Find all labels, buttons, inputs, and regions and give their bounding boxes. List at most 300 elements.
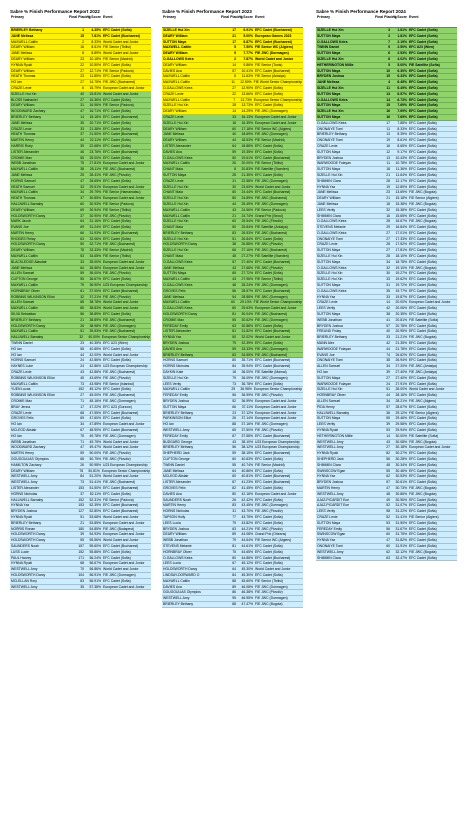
cell-primary: HYNNA Yaz xyxy=(163,335,182,340)
cell-placing: 65 xyxy=(232,427,236,432)
cell-event: EFC Cadet (Sofia) xyxy=(103,578,131,583)
cell-event: FIE Senior (Algiers) xyxy=(409,410,439,415)
cell-placing: 58 xyxy=(386,509,390,514)
cell-primary: EVANS Joe xyxy=(11,225,29,230)
cell-score: 33.33% xyxy=(89,248,101,253)
cell-event: EFC Cadet (Sofia) xyxy=(103,120,131,125)
cell-score: 54.93% xyxy=(89,532,101,537)
cell-placing: 67 xyxy=(80,427,84,432)
cell-placing: 11 xyxy=(231,80,235,85)
cell-score: 6.87% xyxy=(243,39,253,44)
cell-score: 23.76% xyxy=(89,149,101,154)
cell-event: World Cadet and Junior xyxy=(255,184,291,189)
cell-placing: 64 xyxy=(232,567,236,572)
cell-placing: 23 xyxy=(80,341,84,346)
cell-score: 10.43% xyxy=(395,155,407,160)
cell-placing: 51 xyxy=(80,514,84,519)
cell-placing: 43 xyxy=(232,439,236,444)
cell-primary: O-GALLOWS Keira xyxy=(317,265,347,270)
cell-primary: WESTWELL Amy xyxy=(11,474,38,479)
cell-score: 19.87% xyxy=(395,294,407,299)
cell-placing: 34 xyxy=(386,364,390,369)
cell-score: 31.41% xyxy=(395,514,407,519)
cell-placing: 9 xyxy=(234,51,236,56)
cell-placing: 64 xyxy=(80,219,84,224)
cell-primary: JANE Melissa xyxy=(11,51,33,56)
cell-score: 45.12% xyxy=(89,387,101,392)
cell-event: FIE JWC (Plovdiv) xyxy=(103,294,131,299)
cell-primary: MCLEOD Alistair xyxy=(163,474,189,479)
cell-primary: BRYDEN Joshua xyxy=(163,399,189,403)
cell-placing: 16 xyxy=(232,120,236,125)
cell-score: 20.95% xyxy=(395,329,407,334)
cell-primary: LEES Verity xyxy=(317,509,336,514)
cell-score: 36.78% xyxy=(241,381,253,386)
cell-primary: MAXWELL Caitlin xyxy=(163,45,192,50)
cell-primary: HYNNA Ryuki xyxy=(317,427,339,432)
cell-score: 18.18% xyxy=(89,114,101,119)
cell-event: U23 European Championship xyxy=(103,462,148,467)
cell-event: EFC Cadet (Sofia) xyxy=(409,346,437,351)
cell-score: 27.40% xyxy=(395,375,407,380)
cell-event: EFC Cadet (Bucharest) xyxy=(255,28,292,32)
cell-placing: 23 xyxy=(232,410,236,415)
cell-primary: HEATH Thomas xyxy=(11,74,36,79)
cell-event: EFC Cadet (Sofia) xyxy=(409,74,438,79)
cell-placing: 61 xyxy=(80,288,84,293)
cell-primary: SIZELLE Hui Xin xyxy=(163,248,189,253)
cell-score: 17.52% xyxy=(395,242,407,247)
cell-placing: 153 xyxy=(78,485,84,490)
cell-primary: SIZELLE Hui Xin xyxy=(317,109,344,114)
cell-event: European Cadet and Junior xyxy=(409,445,451,450)
cell-placing: 57 xyxy=(386,404,390,409)
cell-primary: MAXWELL Caitlin xyxy=(163,161,190,166)
cell-score: 18.10% xyxy=(395,254,407,259)
cell-score: 43.75% xyxy=(241,514,253,519)
cell-event: EFC Cadet (Bucharest) xyxy=(255,329,291,334)
cell-placing: 27 xyxy=(80,97,84,102)
cell-placing: 32 xyxy=(386,207,390,212)
cell-score: 42.42% xyxy=(241,497,253,502)
cell-event: EFC Cadet (Sofia) xyxy=(409,28,438,32)
cell-primary: SIZELLE Hui Xin xyxy=(317,28,344,32)
cell-score: 15.38% xyxy=(395,207,407,212)
cell-placing: 68 xyxy=(80,456,84,461)
cell-primary: SUTTON Maya xyxy=(317,167,341,172)
cell-score: 28.41% xyxy=(89,172,101,177)
cell-placing: 64 xyxy=(80,265,84,270)
cell-score: 50.00% xyxy=(89,451,101,456)
cell-event: FIE JWC (Plovdiv) xyxy=(103,456,131,461)
cell-placing: 57 xyxy=(386,480,390,485)
cell-primary: WESTWELL Amy xyxy=(11,584,38,589)
cell-primary: SIZELLE Hui Xin xyxy=(317,254,343,259)
cell-event: FIE Senior (Tbilisi) xyxy=(255,277,283,282)
cell-score: 30.93% xyxy=(89,201,101,206)
cell-score: 6.30% xyxy=(397,68,407,73)
cell-primary: MARTIN Henry xyxy=(11,451,34,456)
cell-placing: 60 xyxy=(386,543,390,548)
cell-placing: 66 xyxy=(80,230,84,235)
cell-placing: 37 xyxy=(80,491,84,496)
cell-primary: HYNNA Ryuki xyxy=(317,451,339,456)
cell-primary: SIZELLE Hui Xin xyxy=(163,28,190,32)
cell-placing: 32 xyxy=(79,335,84,340)
cell-event: FIE JWC (Dormagen) xyxy=(103,572,136,577)
cell-score: 56.91% xyxy=(89,572,101,577)
cell-event: EFC Cadet (Bucharest) xyxy=(255,480,291,485)
cell-primary: HYNNA Yaz xyxy=(317,474,336,479)
cell-event: EFC Cadet (Sofia) xyxy=(409,39,438,44)
cell-primary: DEARY William xyxy=(163,126,187,131)
cell-event: EFC Cadet (Sofia) xyxy=(103,416,131,421)
cell-event: FIE JWC (Bucharest) xyxy=(103,329,136,334)
cell-event: EFC Cadet (Sofia) xyxy=(103,358,131,363)
cell-placing: 34 xyxy=(386,259,390,264)
cell-event: U23 European Championship xyxy=(255,445,300,450)
cell-placing: 42 xyxy=(386,341,390,346)
cell-primary: WESTWELL Amy xyxy=(163,427,190,432)
cell-primary: BRYDEN Joshua xyxy=(11,509,37,514)
header-primary: Primary xyxy=(11,15,25,19)
cell-score: 21.50% xyxy=(89,132,101,137)
cell-score: 5.00% xyxy=(397,62,407,67)
cell-primary: MAXWELL Caitlin xyxy=(163,387,190,392)
cell-score: 29.13% xyxy=(240,300,252,305)
cell-event: EFC Cadet (Sofia) xyxy=(409,520,437,525)
cell-primary: HO Ian xyxy=(317,370,328,375)
cell-score: 21.38% xyxy=(89,126,101,131)
cell-placing: 27 xyxy=(80,80,84,85)
cell-event: World Cadet and Junior xyxy=(255,56,294,61)
cell-primary: GOUGOULIAS Olympios xyxy=(163,590,201,595)
cell-placing: 60 xyxy=(231,300,235,305)
cell-primary: AJAZ-PICARDIT Ece xyxy=(317,497,349,502)
cell-primary: TWINN Daniel xyxy=(163,462,185,467)
header-event: Event xyxy=(409,15,419,19)
cell-primary: JANE Melissa xyxy=(11,33,34,38)
cell-event: EFC Cadet (Sofia) xyxy=(103,97,131,102)
cell-event: EFC Cadet (Sofia) xyxy=(409,509,437,514)
cell-placing: 10 xyxy=(386,68,390,73)
cell-placing: 43 xyxy=(232,207,236,212)
cell-primary: HEATH Samuel xyxy=(11,184,35,189)
cell-event: EFC Cadet (Sofia) xyxy=(409,462,437,467)
cell-score: 42.86% xyxy=(89,358,101,363)
cell-placing: 50 xyxy=(232,225,236,230)
cell-score: 31.91% xyxy=(395,543,407,548)
cell-placing: 40 xyxy=(232,132,236,137)
cell-placing: 84 xyxy=(80,474,84,479)
cell-placing: 73 xyxy=(232,381,236,386)
cell-score: 38.15% xyxy=(241,451,253,456)
cell-primary: HALLIWELL Barnaby xyxy=(11,497,44,502)
cell-event: EFC Cadet (Sofia) xyxy=(409,213,437,218)
cell-event: EFC Cadet (Sofia) xyxy=(409,103,438,108)
cell-placing: 21 xyxy=(386,196,390,201)
cell-placing: 28 xyxy=(386,242,390,247)
cell-event: EFC Cadet (Sofia) xyxy=(409,277,437,282)
cell-primary: HAMILTON Zachary xyxy=(11,462,42,467)
table-row[interactable] xyxy=(10,585,151,591)
cell-event: European Cadet and Junior xyxy=(103,532,145,537)
cell-score: 28.24% xyxy=(241,283,253,288)
cell-primary: LEES Verity xyxy=(317,306,336,311)
cell-placing: 21 xyxy=(232,178,236,183)
cell-event: EFC Cadet (Bucharest) xyxy=(103,230,139,235)
cell-event: EFC Cadet (Sofia) xyxy=(409,468,437,473)
cell-placing: 86 xyxy=(232,590,236,595)
cell-placing: 65 xyxy=(232,271,236,276)
cell-placing: 57 xyxy=(386,323,390,328)
cell-placing: 11 xyxy=(386,126,390,131)
cell-score: 18.53% xyxy=(241,138,253,143)
cell-primary: WEBB Jonathan xyxy=(163,538,188,543)
cell-score: 21.35% xyxy=(395,341,407,346)
cell-primary: MAXWELL Caitlin xyxy=(11,283,38,288)
cell-event: EFC Cadet (Sofia) xyxy=(409,532,437,537)
cell-primary: DEARY William xyxy=(163,51,188,56)
cell-primary: WOODWARD Zachary xyxy=(11,445,46,450)
cell-placing: 23 xyxy=(386,190,390,195)
cell-score: 40.81% xyxy=(241,474,253,479)
cell-primary: MARK Jacob xyxy=(11,219,31,224)
cell-placing: 46 xyxy=(80,149,84,154)
cell-primary: BRYDEN Joshua xyxy=(317,74,345,79)
cell-primary: DAVIES Ava xyxy=(163,491,182,496)
cell-placing: 14 xyxy=(386,433,390,438)
cell-score: 36.99% xyxy=(241,399,253,403)
cell-score: 31.24% xyxy=(89,225,101,230)
cell-placing: 59 xyxy=(232,149,236,154)
cell-score: 30.53% xyxy=(395,474,407,479)
cell-score: 2.53% xyxy=(397,51,407,56)
cell-event: EFC Cadet (Sofia) xyxy=(409,456,437,461)
cell-score: 32.71% xyxy=(89,242,101,247)
cell-primary: HALLIWELL Barnaby xyxy=(317,410,350,415)
cell-event: EFC Cadet (Sofia) xyxy=(409,132,437,137)
cell-score: 6.49% xyxy=(397,85,407,90)
cell-primary: CHANT Maia xyxy=(163,225,183,230)
cell-score: 8.61% xyxy=(397,138,407,143)
cell-primary: MAXWELL Caitlin xyxy=(163,97,190,102)
cell-primary: DEARY William xyxy=(317,196,341,201)
cell-primary: DEARY William xyxy=(163,532,187,537)
cell-event: EFC Cadet (Sofia) xyxy=(255,323,283,328)
cell-placing: 27 xyxy=(232,85,236,90)
cell-event: FIE JWC (Dormagen) xyxy=(255,503,288,508)
cell-primary: SHIMMIN Clara xyxy=(317,462,341,467)
cell-primary: BRIERLEY Bethany xyxy=(163,601,194,606)
cell-placing: 32 xyxy=(80,294,84,299)
cell-placing: 39 xyxy=(386,370,390,375)
cell-primary: O-GALLOWS Keira xyxy=(317,288,347,293)
cell-event: FIE JWC (Bucharest) xyxy=(103,370,136,375)
cell-placing: 89 xyxy=(232,532,236,537)
cell-placing: 55 xyxy=(386,468,390,473)
cell-event: EFC Cadet (Sofia) xyxy=(409,422,437,427)
cell-event: EFC Cadet (Sofia) xyxy=(409,97,438,102)
cell-event: FIE Satellite (Sofia) xyxy=(409,62,440,67)
cell-score: 12.17% xyxy=(395,178,407,183)
cell-primary: MARTIN Henry xyxy=(11,138,34,143)
cell-event: Grand Prix (Orleans) xyxy=(255,532,287,537)
cell-score: 37.12% xyxy=(241,410,253,415)
cell-event: Grand Prix (Seoul) xyxy=(255,213,284,218)
cell-score: 30.27% xyxy=(395,451,407,456)
cell-score: 31.50% xyxy=(395,520,407,525)
cell-placing: 85 xyxy=(80,306,84,311)
cell-score: 20.83% xyxy=(241,167,253,172)
cell-primary: JANE Melissa xyxy=(11,265,33,270)
cell-event: FIE JWC (Dormagen) xyxy=(255,132,288,137)
cell-primary: CRAZE Lexie xyxy=(11,410,32,415)
cell-primary: MAXWELL Caitlin xyxy=(11,329,38,334)
cell-primary: TAPSON Holly xyxy=(163,514,186,519)
cell-placing: 23 xyxy=(80,74,84,79)
cell-primary: WEBB Jonathan xyxy=(317,317,342,322)
cell-event: FIE JWC (Dormagen) xyxy=(255,294,288,299)
cell-score: 15.38% xyxy=(395,201,407,206)
cell-event: EFC Cadet (Bucharest) xyxy=(103,543,139,548)
cell-score: 37.11% xyxy=(241,404,253,409)
cell-primary: SWINSCOW Egan xyxy=(317,468,346,473)
cell-score: 55.86% xyxy=(89,549,101,554)
cell-event: EFC Cadet (Sofia) xyxy=(409,120,437,125)
cell-score: 30.00% xyxy=(395,433,407,438)
cell-event: EFC Cadet (Sofia) xyxy=(409,51,438,56)
cell-placing: 6 xyxy=(82,85,84,90)
cell-score: 16.39% xyxy=(241,120,253,125)
cell-placing: 13 xyxy=(386,132,390,137)
cell-placing: 75 xyxy=(80,161,84,166)
cell-event: FIE JWC (Dormagen) xyxy=(255,317,288,322)
cell-event: EFC Cadet (Sofia) xyxy=(409,143,437,148)
cell-placing: 1 xyxy=(82,28,84,32)
cell-event: FIE Senior (Tbilisi) xyxy=(103,254,131,259)
cell-primary: SIZELLE Hui Xin xyxy=(163,375,189,380)
cell-primary: ONONAIYE Tomi xyxy=(317,543,343,548)
cell-event: EFC Cadet (Sofia) xyxy=(409,543,437,548)
cell-score: 10.78% xyxy=(395,161,407,166)
cell-primary: HORNS Samuel xyxy=(11,358,36,363)
cell-primary: CRAZE Lexie xyxy=(163,178,184,183)
cell-placing: 21 xyxy=(232,213,236,218)
cell-placing: 59 xyxy=(80,271,84,276)
cell-score: 29.12% xyxy=(395,410,407,415)
cell-event: European Cadet and Junior xyxy=(255,491,297,496)
cell-event: EFC Cadet (Sofia) xyxy=(255,85,283,90)
cell-score: 16.13% xyxy=(241,114,253,119)
cell-score: 7.88% xyxy=(397,120,407,125)
cell-placing: 84 xyxy=(232,572,236,577)
cell-primary: MARTIN Henry xyxy=(11,230,34,235)
cell-primary: SIZELLE Hui Xin xyxy=(317,271,343,276)
cell-placing: 16 xyxy=(386,109,390,114)
table-row[interactable] xyxy=(162,602,303,608)
cell-score: 40.74% xyxy=(241,462,253,467)
cell-event: EFC Cadet (Sofia) xyxy=(103,109,131,114)
cell-primary: HOLDSWORTH Darcy xyxy=(163,242,198,247)
header-placing: Final Placing xyxy=(221,15,243,19)
cell-score: 29.46% xyxy=(395,416,407,421)
cell-score: 30.85% xyxy=(89,196,101,201)
cell-event: FIE Senior (Tunis) xyxy=(255,62,283,67)
cell-event: FIE JWC (Plovdiv) xyxy=(103,213,131,218)
cell-event: EFC Cadet (Sofia) xyxy=(409,352,437,357)
cell-event: EFC Cadet (Sofia) xyxy=(409,283,437,288)
cell-primary: LISTER Alexander xyxy=(11,149,39,154)
report-title: Sabre % Finish Performance Report 2024 xyxy=(316,9,406,14)
cell-primary: WESTWELL Amy xyxy=(317,445,344,450)
cell-event: EFC U23 (Wien) xyxy=(409,45,435,50)
cell-placing: 16 xyxy=(386,114,390,119)
cell-event: FIE Senior (Padova) xyxy=(103,201,134,206)
cell-event: FIE Senior (Tbilisi) xyxy=(255,578,283,583)
cell-placing: 15 xyxy=(386,103,390,108)
cell-event: EFC Cadet (Sofia) xyxy=(103,178,131,183)
cell-placing: 24 xyxy=(386,381,390,386)
cell-placing: 17 xyxy=(386,120,390,125)
cell-score: 46.38% xyxy=(241,590,253,595)
cell-event: World Cadet and Junior xyxy=(409,387,445,392)
cell-primary: SIZELLE Hui Xin xyxy=(163,196,189,201)
cell-event: FIE JWC (Bogota) xyxy=(409,485,437,490)
cell-placing: 83 xyxy=(232,230,236,235)
cell-event: World Cadet and Junior xyxy=(103,306,139,311)
cell-score: 16.67% xyxy=(395,219,407,224)
cell-event: EFC Cadet (Sofia) xyxy=(409,80,438,85)
cell-event: EFC Cadet (Bucharest) xyxy=(255,433,291,438)
cell-placing: 79 xyxy=(232,375,236,380)
cell-score: 16.71% xyxy=(89,109,101,114)
cell-placing: 52 xyxy=(386,514,390,519)
cell-primary: SUTTON Maya xyxy=(317,33,341,38)
cell-placing: 33 xyxy=(80,126,84,131)
cell-event: EFC Cadet (Sofia) xyxy=(409,242,437,247)
cell-primary: SILVA Sebastian xyxy=(11,312,36,317)
cell-event: EFC Cadet (Bucharest) xyxy=(255,358,291,363)
cell-score: 45.30% xyxy=(241,567,253,572)
cell-score: 26.62% xyxy=(395,352,407,357)
cell-score: 29.94% xyxy=(395,427,407,432)
cell-score: 55.56% xyxy=(89,538,101,543)
cell-event: EFC Cadet (Sofia) xyxy=(409,306,437,311)
cell-event: EFC Cadet (Bucharest) xyxy=(255,555,291,560)
cell-event: FIE JWC (Bogota) xyxy=(409,439,437,444)
cell-placing: 39 xyxy=(386,422,390,427)
cell-placing: 34 xyxy=(80,190,84,195)
table-row[interactable] xyxy=(316,556,457,562)
cell-event: EFC Cadet (Sofia) xyxy=(255,468,283,473)
cell-placing: 18 xyxy=(386,201,390,206)
cell-placing: 51 xyxy=(386,387,390,392)
cell-score: 52.31% xyxy=(89,497,101,502)
cell-placing: 56 xyxy=(386,526,390,531)
cell-primary: SUTTON Maya xyxy=(317,312,341,317)
cell-score: 44.86% xyxy=(241,555,253,560)
cell-score: 36.09% xyxy=(241,375,253,380)
cell-event: FIE Senior (Madrid) xyxy=(255,138,285,143)
cell-primary: SUTTON Maya xyxy=(317,259,341,264)
cell-primary: SHEPHERD Jack xyxy=(163,451,190,456)
cell-placing: 14 xyxy=(386,300,390,305)
cell-score: 27.91% xyxy=(395,381,407,386)
cell-placing: 21 xyxy=(80,520,84,525)
cell-primary: HO Ian xyxy=(11,346,22,351)
cell-primary: DEARY William xyxy=(163,138,187,143)
